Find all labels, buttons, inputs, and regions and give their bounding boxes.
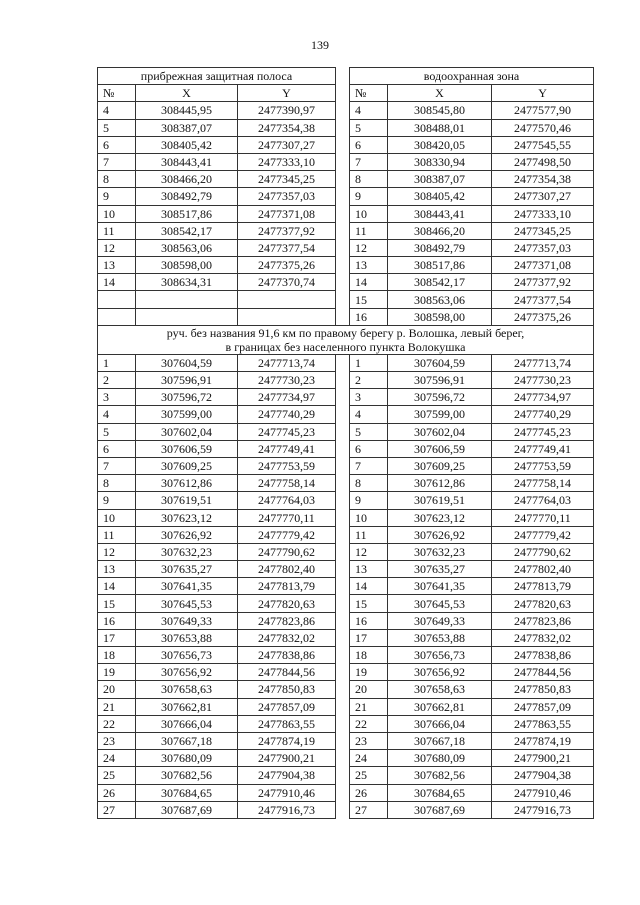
left-coord-x: 308598,00 — [136, 257, 238, 274]
right-coord-x: 307656,73 — [388, 647, 492, 664]
right-point-number: 24 — [350, 750, 388, 767]
left-coord-y: 2477357,03 — [238, 188, 336, 205]
table-row — [98, 561, 594, 578]
left-coord-x — [136, 291, 238, 308]
left-point-number: 5 — [98, 119, 136, 136]
right-point-number: 16 — [350, 308, 388, 325]
left-point-number: 19 — [98, 664, 136, 681]
right-coord-y: 2477713,74 — [492, 354, 594, 371]
right-point-number: 1 — [350, 354, 388, 371]
left-coord-x: 308492,79 — [136, 188, 238, 205]
left-coord-x: 307596,72 — [136, 389, 238, 406]
right-coord-x: 308387,07 — [388, 171, 492, 188]
left-coord-x: 307687,69 — [136, 801, 238, 818]
table-row — [98, 153, 594, 170]
left-point-number: 6 — [98, 440, 136, 457]
right-point-number: 25 — [350, 767, 388, 784]
right-coord-y: 2477357,03 — [492, 239, 594, 256]
left-point-number: 21 — [98, 698, 136, 715]
left-coord-x: 307606,59 — [136, 440, 238, 457]
left-point-number: 12 — [98, 239, 136, 256]
right-point-number: 11 — [350, 526, 388, 543]
right-coord-x: 308545,80 — [388, 102, 492, 119]
coordinates-table — [97, 67, 594, 819]
left-point-number: 20 — [98, 681, 136, 698]
right-coord-x: 307619,51 — [388, 492, 492, 509]
right-coord-x: 308443,41 — [388, 205, 492, 222]
right-coord-y: 2477823,86 — [492, 612, 594, 629]
left-coord-y: 2477904,38 — [238, 767, 336, 784]
right-coord-y: 2477857,09 — [492, 698, 594, 715]
left-coord-x: 307662,81 — [136, 698, 238, 715]
right-point-number: 13 — [350, 257, 388, 274]
left-coord-y: 2477375,26 — [238, 257, 336, 274]
right-coord-y: 2477371,08 — [492, 257, 594, 274]
table-row — [98, 291, 594, 308]
table-row — [98, 595, 594, 612]
section-title-line-1: руч. без названия 91,6 км по правому берегу р. Волошка, левый берег, — [166, 325, 525, 340]
column-header-row — [98, 85, 594, 102]
left-zone-title: прибрежная защитная полоса — [98, 68, 336, 85]
right-point-number: 9 — [350, 188, 388, 205]
right-point-number: 12 — [350, 239, 388, 256]
right-coord-x: 307662,81 — [388, 698, 492, 715]
right-point-number: 9 — [350, 492, 388, 509]
right-coord-x: 307599,00 — [388, 406, 492, 423]
right-coord-x: 308420,05 — [388, 136, 492, 153]
left-coord-y: 2477802,40 — [238, 561, 336, 578]
left-coord-y: 2477753,59 — [238, 457, 336, 474]
col-header-x: X — [388, 85, 492, 102]
section-header-row — [98, 325, 594, 354]
left-point-number: 11 — [98, 222, 136, 239]
right-coord-y: 2477813,79 — [492, 578, 594, 595]
right-coord-y: 2477802,40 — [492, 561, 594, 578]
right-point-number: 2 — [350, 372, 388, 389]
right-coord-y: 2477545,55 — [492, 136, 594, 153]
left-coord-y: 2477916,73 — [238, 801, 336, 818]
left-coord-y: 2477820,63 — [238, 595, 336, 612]
left-coord-x: 307612,86 — [136, 475, 238, 492]
left-coord-y: 2477307,27 — [238, 136, 336, 153]
table-row — [98, 239, 594, 256]
left-point-number: 10 — [98, 205, 136, 222]
left-coord-x: 307653,88 — [136, 629, 238, 646]
col-header-x: X — [136, 85, 238, 102]
col-header-number: № — [98, 85, 136, 102]
section-title-line-2: в границах без населенного пункта Волокушка — [225, 339, 466, 354]
left-point-number: 13 — [98, 561, 136, 578]
table-row — [98, 543, 594, 560]
right-coord-x: 307612,86 — [388, 475, 492, 492]
left-point-number: 26 — [98, 784, 136, 801]
left-coord-x: 308542,17 — [136, 222, 238, 239]
right-point-number: 10 — [350, 205, 388, 222]
left-coord-x: 307626,92 — [136, 526, 238, 543]
table-row — [98, 457, 594, 474]
left-point-number: 10 — [98, 509, 136, 526]
right-coord-x: 308517,86 — [388, 257, 492, 274]
right-coord-x: 307596,91 — [388, 372, 492, 389]
right-point-number: 15 — [350, 595, 388, 612]
right-coord-x: 307623,12 — [388, 509, 492, 526]
left-coord-y: 2477910,46 — [238, 784, 336, 801]
right-point-number: 19 — [350, 664, 388, 681]
table-row — [98, 681, 594, 698]
right-point-number: 6 — [350, 440, 388, 457]
section-title — [98, 325, 594, 354]
right-coord-y: 2477734,97 — [492, 389, 594, 406]
right-coord-y: 2477307,27 — [492, 188, 594, 205]
left-coord-x: 307602,04 — [136, 423, 238, 440]
right-coord-y: 2477377,54 — [492, 291, 594, 308]
left-point-number: 14 — [98, 274, 136, 291]
left-coord-x: 307658,63 — [136, 681, 238, 698]
right-coord-x: 307667,18 — [388, 732, 492, 749]
table-row — [98, 205, 594, 222]
col-header-y: Y — [492, 85, 594, 102]
right-point-number: 27 — [350, 801, 388, 818]
left-point-number: 22 — [98, 715, 136, 732]
table-row — [98, 767, 594, 784]
left-coord-y: 2477758,14 — [238, 475, 336, 492]
left-point-number: 16 — [98, 612, 136, 629]
right-coord-x: 308492,79 — [388, 239, 492, 256]
right-point-number: 16 — [350, 612, 388, 629]
table-row — [98, 440, 594, 457]
right-coord-x: 308405,42 — [388, 188, 492, 205]
right-coord-y: 2477770,11 — [492, 509, 594, 526]
right-coord-x: 307656,92 — [388, 664, 492, 681]
right-point-number: 15 — [350, 291, 388, 308]
right-point-number: 23 — [350, 732, 388, 749]
table-row — [98, 257, 594, 274]
table-row — [98, 715, 594, 732]
right-coord-x: 307632,23 — [388, 543, 492, 560]
left-coord-x: 307645,53 — [136, 595, 238, 612]
left-point-number — [98, 308, 136, 325]
left-coord-y: 2477371,08 — [238, 205, 336, 222]
right-point-number: 4 — [350, 406, 388, 423]
table-row — [98, 750, 594, 767]
right-coord-y: 2477838,86 — [492, 647, 594, 664]
table-row — [98, 492, 594, 509]
right-coord-y: 2477779,42 — [492, 526, 594, 543]
right-coord-y: 2477570,46 — [492, 119, 594, 136]
right-coord-y: 2477820,63 — [492, 595, 594, 612]
right-point-number: 22 — [350, 715, 388, 732]
left-coord-y: 2477370,74 — [238, 274, 336, 291]
table-row — [98, 308, 594, 325]
left-coord-y: 2477377,54 — [238, 239, 336, 256]
left-coord-y: 2477713,74 — [238, 354, 336, 371]
table-row — [98, 732, 594, 749]
table-row — [98, 372, 594, 389]
right-coord-y: 2477874,19 — [492, 732, 594, 749]
right-coord-x: 307666,04 — [388, 715, 492, 732]
left-coord-x: 307632,23 — [136, 543, 238, 560]
right-point-number: 11 — [350, 222, 388, 239]
table-row — [98, 171, 594, 188]
right-coord-y: 2477345,25 — [492, 222, 594, 239]
left-coord-x: 307656,73 — [136, 647, 238, 664]
table-row — [98, 801, 594, 818]
left-coord-y: 2477749,41 — [238, 440, 336, 457]
table-row — [98, 188, 594, 205]
left-point-number: 17 — [98, 629, 136, 646]
left-coord-y: 2477354,38 — [238, 119, 336, 136]
right-coord-y: 2477753,59 — [492, 457, 594, 474]
left-point-number: 27 — [98, 801, 136, 818]
left-coord-x: 307635,27 — [136, 561, 238, 578]
left-coord-y: 2477900,21 — [238, 750, 336, 767]
right-coord-y: 2477764,03 — [492, 492, 594, 509]
right-coord-y: 2477333,10 — [492, 205, 594, 222]
table-row — [98, 475, 594, 492]
right-coord-x: 308330,94 — [388, 153, 492, 170]
col-header-y: Y — [238, 85, 336, 102]
right-coord-x: 307641,35 — [388, 578, 492, 595]
right-point-number: 3 — [350, 389, 388, 406]
left-point-number: 23 — [98, 732, 136, 749]
right-coord-x: 307649,33 — [388, 612, 492, 629]
table-row — [98, 136, 594, 153]
left-coord-x — [136, 308, 238, 325]
left-coord-y: 2477764,03 — [238, 492, 336, 509]
left-coord-y: 2477390,97 — [238, 102, 336, 119]
right-coord-x: 307635,27 — [388, 561, 492, 578]
right-point-number: 5 — [350, 119, 388, 136]
table-row — [98, 629, 594, 646]
table-row — [98, 406, 594, 423]
col-header-number: № — [350, 85, 388, 102]
left-coord-y: 2477844,56 — [238, 664, 336, 681]
right-coord-y: 2477745,23 — [492, 423, 594, 440]
right-coord-y: 2477904,38 — [492, 767, 594, 784]
left-coord-x: 307619,51 — [136, 492, 238, 509]
left-coord-x: 308387,07 — [136, 119, 238, 136]
right-coord-y: 2477758,14 — [492, 475, 594, 492]
right-coord-x: 307596,72 — [388, 389, 492, 406]
left-point-number: 14 — [98, 578, 136, 595]
right-point-number: 10 — [350, 509, 388, 526]
left-point-number: 9 — [98, 188, 136, 205]
right-zone-title: водоохранная зона — [350, 68, 594, 85]
right-point-number: 17 — [350, 629, 388, 646]
right-coord-y: 2477850,83 — [492, 681, 594, 698]
left-coord-y: 2477838,86 — [238, 647, 336, 664]
right-coord-x: 307687,69 — [388, 801, 492, 818]
right-coord-x: 307604,59 — [388, 354, 492, 371]
table-row — [98, 423, 594, 440]
table-row — [98, 354, 594, 371]
table-row — [98, 664, 594, 681]
left-coord-y: 2477850,83 — [238, 681, 336, 698]
left-coord-x: 307599,00 — [136, 406, 238, 423]
left-point-number — [98, 291, 136, 308]
left-coord-y: 2477770,11 — [238, 509, 336, 526]
right-coord-x: 307606,59 — [388, 440, 492, 457]
right-coord-x: 307682,56 — [388, 767, 492, 784]
right-coord-x: 308563,06 — [388, 291, 492, 308]
right-coord-y: 2477790,62 — [492, 543, 594, 560]
right-coord-x: 307653,88 — [388, 629, 492, 646]
left-point-number: 7 — [98, 153, 136, 170]
right-coord-y: 2477900,21 — [492, 750, 594, 767]
right-coord-x: 307626,92 — [388, 526, 492, 543]
right-point-number: 5 — [350, 423, 388, 440]
table-row — [98, 274, 594, 291]
left-coord-x: 308443,41 — [136, 153, 238, 170]
right-coord-y: 2477375,26 — [492, 308, 594, 325]
right-coord-x: 308598,00 — [388, 308, 492, 325]
left-coord-x: 307649,33 — [136, 612, 238, 629]
left-coord-y: 2477823,86 — [238, 612, 336, 629]
right-point-number: 14 — [350, 578, 388, 595]
left-point-number: 24 — [98, 750, 136, 767]
left-point-number: 25 — [98, 767, 136, 784]
right-coord-x: 307680,09 — [388, 750, 492, 767]
zone-header-row — [98, 68, 594, 85]
left-point-number: 15 — [98, 595, 136, 612]
left-coord-y: 2477740,29 — [238, 406, 336, 423]
right-point-number: 7 — [350, 457, 388, 474]
right-coord-x: 308542,17 — [388, 274, 492, 291]
table-row — [98, 509, 594, 526]
page-number: 139 — [311, 38, 329, 52]
left-point-number: 11 — [98, 526, 136, 543]
right-coord-y: 2477498,50 — [492, 153, 594, 170]
table-row — [98, 578, 594, 595]
right-coord-y: 2477916,73 — [492, 801, 594, 818]
right-coord-y: 2477577,90 — [492, 102, 594, 119]
left-coord-y — [238, 308, 336, 325]
left-point-number: 8 — [98, 171, 136, 188]
left-coord-x: 307682,56 — [136, 767, 238, 784]
left-point-number: 4 — [98, 406, 136, 423]
right-coord-x: 307609,25 — [388, 457, 492, 474]
table-row — [98, 784, 594, 801]
table-row — [98, 612, 594, 629]
left-coord-y: 2477345,25 — [238, 171, 336, 188]
right-coord-y: 2477377,92 — [492, 274, 594, 291]
left-point-number: 5 — [98, 423, 136, 440]
left-point-number: 2 — [98, 372, 136, 389]
right-point-number: 12 — [350, 543, 388, 560]
left-coord-y: 2477779,42 — [238, 526, 336, 543]
left-coord-x: 307596,91 — [136, 372, 238, 389]
table-row — [98, 102, 594, 119]
left-point-number: 9 — [98, 492, 136, 509]
left-coord-x: 308563,06 — [136, 239, 238, 256]
right-point-number: 26 — [350, 784, 388, 801]
left-point-number: 1 — [98, 354, 136, 371]
right-point-number: 4 — [350, 102, 388, 119]
left-coord-x: 307623,12 — [136, 509, 238, 526]
right-coord-x: 307645,53 — [388, 595, 492, 612]
left-coord-y: 2477832,02 — [238, 629, 336, 646]
left-coord-y: 2477333,10 — [238, 153, 336, 170]
left-coord-y: 2477857,09 — [238, 698, 336, 715]
left-coord-x: 307604,59 — [136, 354, 238, 371]
left-coord-y: 2477734,97 — [238, 389, 336, 406]
left-coord-x: 307656,92 — [136, 664, 238, 681]
left-point-number: 18 — [98, 647, 136, 664]
right-point-number: 6 — [350, 136, 388, 153]
left-coord-x: 307609,25 — [136, 457, 238, 474]
left-point-number: 4 — [98, 102, 136, 119]
table-row — [98, 647, 594, 664]
right-coord-x: 307658,63 — [388, 681, 492, 698]
right-point-number: 21 — [350, 698, 388, 715]
right-point-number: 14 — [350, 274, 388, 291]
left-coord-y: 2477730,23 — [238, 372, 336, 389]
right-point-number: 8 — [350, 475, 388, 492]
right-coord-y: 2477910,46 — [492, 784, 594, 801]
table-row — [98, 698, 594, 715]
left-coord-x: 307641,35 — [136, 578, 238, 595]
left-coord-x: 308445,95 — [136, 102, 238, 119]
right-coord-y: 2477749,41 — [492, 440, 594, 457]
left-point-number: 12 — [98, 543, 136, 560]
left-coord-x: 307680,09 — [136, 750, 238, 767]
right-point-number: 20 — [350, 681, 388, 698]
right-coord-y: 2477740,29 — [492, 406, 594, 423]
left-coord-x: 308634,31 — [136, 274, 238, 291]
left-coord-y: 2477377,92 — [238, 222, 336, 239]
right-coord-y: 2477863,55 — [492, 715, 594, 732]
left-coord-x: 308466,20 — [136, 171, 238, 188]
right-coord-y: 2477354,38 — [492, 171, 594, 188]
right-coord-x: 308488,01 — [388, 119, 492, 136]
right-point-number: 13 — [350, 561, 388, 578]
left-coord-x: 307684,65 — [136, 784, 238, 801]
right-coord-y: 2477730,23 — [492, 372, 594, 389]
left-coord-x: 308517,86 — [136, 205, 238, 222]
right-coord-y: 2477832,02 — [492, 629, 594, 646]
left-coord-x: 308405,42 — [136, 136, 238, 153]
right-coord-x: 307684,65 — [388, 784, 492, 801]
left-coord-y: 2477745,23 — [238, 423, 336, 440]
left-point-number: 7 — [98, 457, 136, 474]
left-coord-y — [238, 291, 336, 308]
right-coord-y: 2477844,56 — [492, 664, 594, 681]
right-coord-x: 308466,20 — [388, 222, 492, 239]
right-coord-x: 307602,04 — [388, 423, 492, 440]
right-point-number: 8 — [350, 171, 388, 188]
table-row — [98, 526, 594, 543]
left-coord-x: 307666,04 — [136, 715, 238, 732]
left-coord-y: 2477790,62 — [238, 543, 336, 560]
right-point-number: 18 — [350, 647, 388, 664]
left-point-number: 8 — [98, 475, 136, 492]
table-row — [98, 119, 594, 136]
left-point-number: 6 — [98, 136, 136, 153]
left-coord-y: 2477813,79 — [238, 578, 336, 595]
left-coord-y: 2477863,55 — [238, 715, 336, 732]
table-row — [98, 389, 594, 406]
right-point-number: 7 — [350, 153, 388, 170]
table-row — [98, 222, 594, 239]
left-coord-x: 307667,18 — [136, 732, 238, 749]
left-point-number: 3 — [98, 389, 136, 406]
left-coord-y: 2477874,19 — [238, 732, 336, 749]
left-point-number: 13 — [98, 257, 136, 274]
